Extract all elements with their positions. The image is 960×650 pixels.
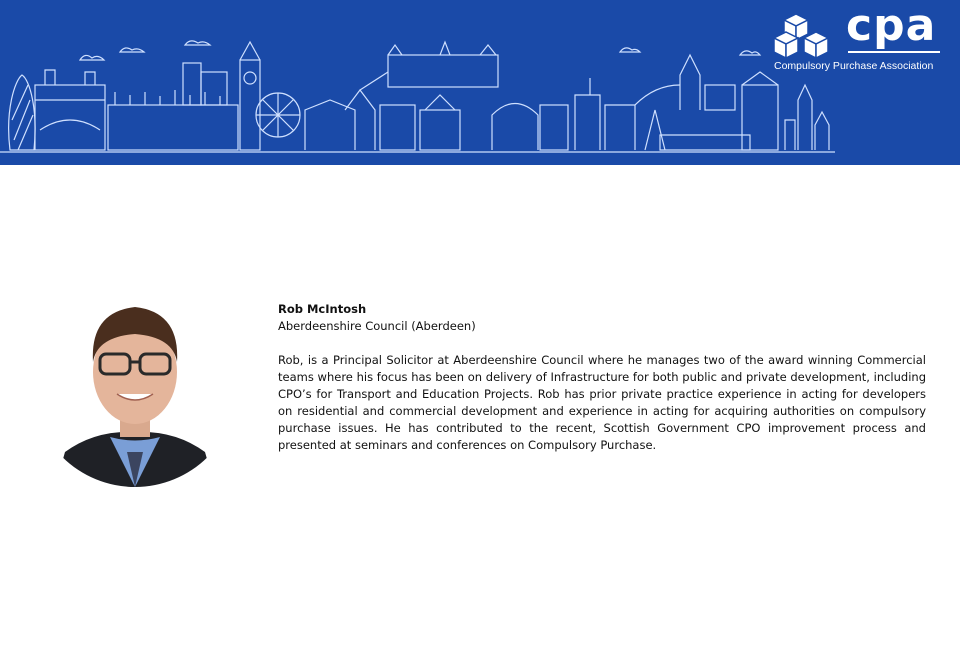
profile-bio [278, 301, 926, 454]
logo-underline [848, 51, 940, 53]
logo-subtitle: Compulsory Purchase Association [774, 60, 934, 72]
profile-photo [55, 282, 215, 487]
logo-wordmark: cpa [846, 0, 937, 51]
profile-organisation: Aberdeenshire Council (Aberdeen) [278, 319, 476, 333]
cpa-logo [774, 0, 946, 76]
cubes-icon [774, 12, 840, 58]
profile-description: Rob, is a Principal Solicitor at Aberdeenshire Council where he manages two of the award winning Commercial teams where his focus has been on delivery of Infrastructure for both public and private development, including CPO’s for Transport and Education Projects. Rob has prior private practice experience in acting for developers on residential and commercial development and experience in acting for acquiring authorities on compulsory purchase issues. He has contributed to the recent, Scottish Government CPO improvement process and presented at seminars and conferences on Compulsory Purchase. [278, 353, 926, 452]
header-banner [0, 0, 960, 165]
profile-name: Rob McIntosh [278, 302, 367, 316]
